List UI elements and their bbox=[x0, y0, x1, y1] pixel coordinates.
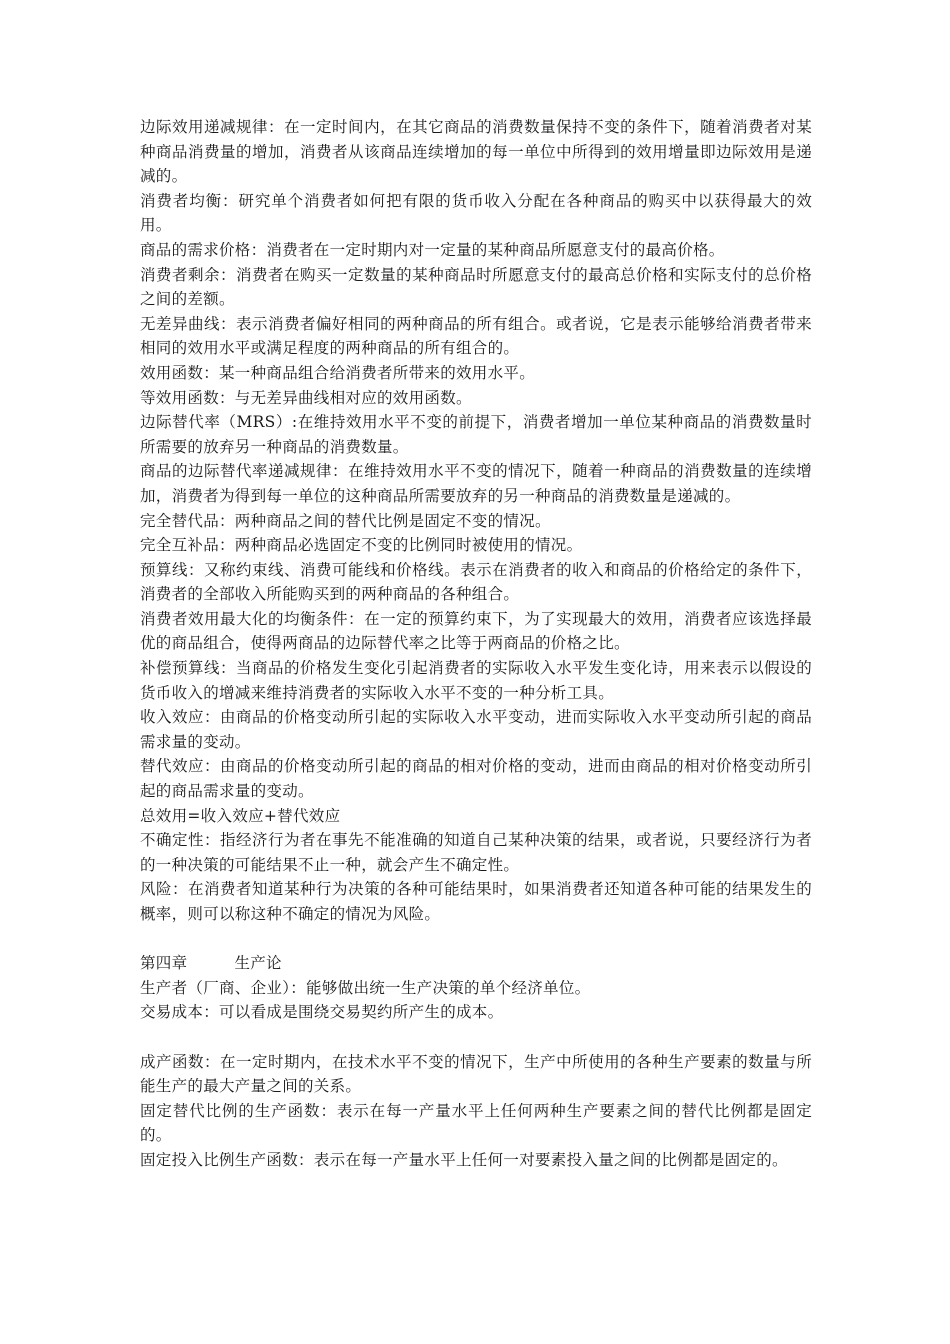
definition-paragraph: 消费者均衡：研究单个消费者如何把有限的货币收入分配在各种商品的购买中以获得最大的效用。 bbox=[140, 191, 812, 235]
definition-paragraph: 预算线：又称约束线、消费可能线和价格线。表示在消费者的收入和商品的价格给定的条件下，消费者的全部收入所能购买到的两种商品的各种组合。 bbox=[140, 560, 812, 604]
definition-paragraph: 边际效用递减规律：在一定时间内，在其它商品的消费数量保持不变的条件下，随着消费者对某种商品消费量的增加，消费者从该商品连续增加的每一单位中所得到的效用增量即边际效用是递减的。 bbox=[140, 118, 812, 186]
blank-line bbox=[140, 927, 812, 952]
definition-paragraph: 收入效应：由商品的价格变动所引起的实际收入水平变动，进而实际收入水平变动所引起的商品需求量的变动。 bbox=[140, 708, 812, 751]
definition-paragraph: 交易成本：可以看成是围绕交易契约所产生的成本。 bbox=[140, 1003, 504, 1022]
chapter-heading bbox=[140, 951, 812, 976]
definition-paragraph: 等效用函数：与无差异曲线相对应的效用函数。 bbox=[140, 388, 472, 407]
document-page bbox=[140, 115, 812, 1173]
blank-line bbox=[140, 1025, 812, 1050]
definition-paragraph: 成产函数：在一定时期内，在技术水平不变的情况下，生产中所使用的各种生产要素的数量与所能生产的最大产量之间的关系。 bbox=[140, 1052, 812, 1096]
definition-paragraph: 固定替代比例的生产函数：表示在每一产量水平上任何两种生产要素之间的替代比例都是固定的。 bbox=[140, 1101, 812, 1145]
definition-paragraph: 完全替代品：两种商品之间的替代比例是固定不变的情况。 bbox=[140, 511, 551, 530]
definition-paragraph: 补偿预算线：当商品的价格发生变化引起消费者的实际收入水平发生变化诗，用来表示以假设的货币收入的增减来维持消费者的实际收入水平不变的一种分析工具。 bbox=[140, 659, 812, 702]
section-production-function bbox=[140, 1050, 812, 1173]
definition-paragraph: 生产者（厂商、企业）：能够做出统一生产决策的单个经济单位。 bbox=[140, 978, 591, 997]
definition-paragraph: 不确定性：指经济行为者在事先不能准确的知道自己某种决策的结果，或者说，只要经济行为者的一种决策的可能结果不止一种，就会产生不确定性。 bbox=[140, 831, 812, 874]
chapter-number: 第四章 bbox=[140, 954, 188, 973]
definition-paragraph: 风险：在消费者知道某种行为决策的各种可能结果时，如果消费者还知道各种可能的结果发生的概率，则可以称这种不确定的情况为风险。 bbox=[140, 880, 812, 923]
definition-paragraph: 固定投入比例生产函数：表示在每一产量水平上任何一对要素投入量之间的比例都是固定的。 bbox=[140, 1150, 788, 1169]
definition-paragraph: 效用函数：某一种商品组合给消费者所带来的效用水平。 bbox=[140, 363, 536, 382]
definition-paragraph: 消费者剩余：消费者在购买一定数量的某种商品时所愿意支付的最高总价格和实际支付的总价格之间的差额。 bbox=[140, 265, 812, 309]
definition-paragraph: 完全互补品：两种商品必选固定不变的比例同时被使用的情况。 bbox=[140, 536, 583, 555]
definition-paragraph: 商品的需求价格：消费者在一定时期内对一定量的某种商品所愿意支付的最高价格。 bbox=[140, 240, 725, 259]
definition-paragraph: 边际替代率（MRS）:在维持效用水平不变的前提下，消费者增加一单位某种商品的消费数量时所需要的放弃另一种商品的消费数量。 bbox=[140, 413, 812, 456]
section-consumer-theory bbox=[140, 115, 812, 927]
definition-paragraph: 总效用=收入效应+替代效应 bbox=[140, 806, 341, 825]
definition-paragraph: 商品的边际替代率递减规律：在维持效用水平不变的情况下，随着一种商品的消费数量的连续增加，消费者为得到每一单位的这种商品所需要放弃的另一种商品的消费数量是递减的。 bbox=[140, 462, 812, 505]
definition-paragraph: 替代效应：由商品的价格变动所引起的商品的相对价格的变动，进而由商品的相对价格变动所引起的商品需求量的变动。 bbox=[140, 757, 812, 801]
chapter-title: 生产论 bbox=[234, 954, 282, 973]
definition-paragraph: 消费者效用最大化的均衡条件：在一定的预算约束下，为了实现最大的效用，消费者应该选择最优的商品组合，使得两商品的边际替代率之比等于两商品的价格之比。 bbox=[140, 609, 812, 653]
definition-paragraph: 无差异曲线：表示消费者偏好相同的两种商品的所有组合。或者说，它是表示能够给消费者带来相同的效用水平或满足程度的两种商品的所有组合的。 bbox=[140, 314, 812, 358]
section-producer-basics bbox=[140, 976, 812, 1025]
